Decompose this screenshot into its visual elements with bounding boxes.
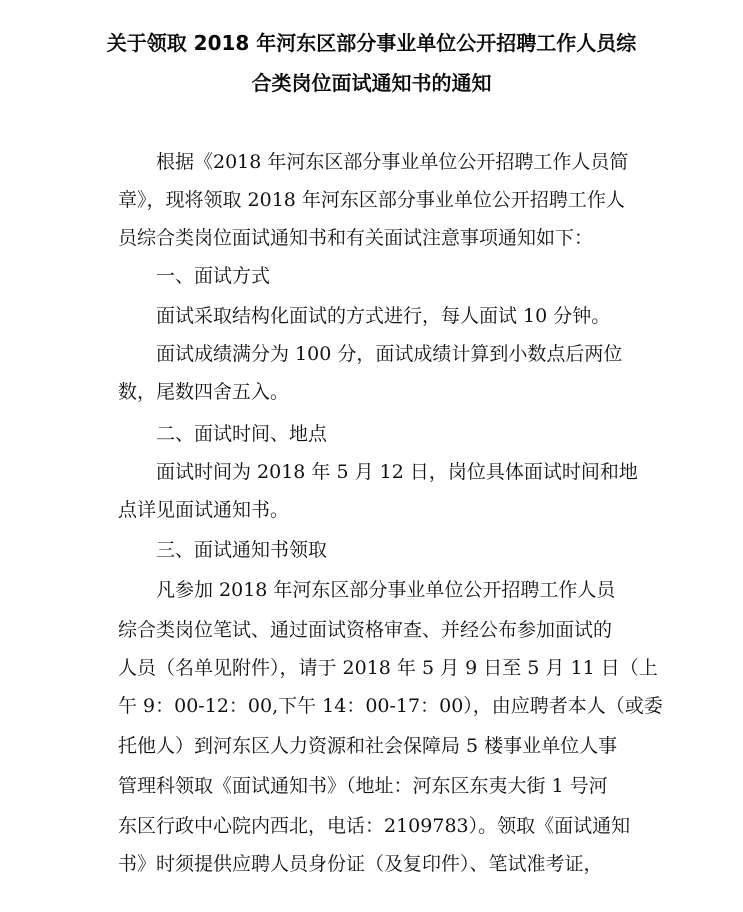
paragraph-collection-line-3: 人员（名单见附件），请于 2018 年 5 月 9 日至 5 月 11 日（上 <box>118 657 658 679</box>
document-title-line-1: 关于领取 2018 年河东区部分事业单位公开招聘工作人员综 <box>106 31 637 55</box>
paragraph-collection-line-7: 东区行政中心院内西北，电话：2109783）。领取《面试通知 <box>118 815 631 837</box>
paragraph-collection-line-6: 管理科领取《面试通知书》（地址：河东区东夷大街 1 号河 <box>118 775 608 797</box>
paragraph-method-line-1: 面试采取结构化面试的方式进行，每人面试 10 分钟。 <box>156 305 611 327</box>
section-heading-interview-method: 一、面试方式 <box>156 265 271 287</box>
paragraph-intro-line-1: 根据《2018 年河东区部分事业单位公开招聘工作人员简 <box>156 151 629 173</box>
paragraph-intro-line-3: 员综合类岗位面试通知书和有关面试注意事项通知如下： <box>118 227 594 249</box>
paragraph-score-line-1: 面试成绩满分为 100 分，面试成绩计算到小数点后两位 <box>156 343 623 365</box>
paragraph-intro-line-2: 章》，现将领取 2018 年河东区部分事业单位公开招聘工作人 <box>118 189 625 211</box>
paragraph-collection-line-5: 托他人）到河东区人力资源和社会保障局 5 楼事业单位人事 <box>118 735 618 757</box>
paragraph-collection-line-8: 书》时须提供应聘人员身份证（及复印件）、笔试准考证， <box>118 853 603 875</box>
paragraph-score-line-2: 数，尾数四舍五入。 <box>118 381 290 403</box>
section-heading-time-place: 二、面试时间、地点 <box>156 423 328 445</box>
paragraph-collection-line-4: 午 9：00-12：00,下午 14：00-17：00），由应聘者本人（或委 <box>118 695 663 717</box>
paragraph-time-line-1: 面试时间为 2018 年 5 月 12 日，岗位具体面试时间和地 <box>156 461 638 483</box>
paragraph-collection-line-2: 综合类岗位笔试、通过面试资格审查、并经公布参加面试的 <box>118 619 613 641</box>
paragraph-collection-line-1: 凡参加 2018 年河东区部分事业单位公开招聘工作人员 <box>156 579 616 601</box>
paragraph-time-line-2: 点详见面试通知书。 <box>118 499 290 521</box>
section-heading-notice-collection: 三、面试通知书领取 <box>156 539 328 561</box>
document-title-line-2: 合类岗位面试通知书的通知 <box>251 71 492 95</box>
